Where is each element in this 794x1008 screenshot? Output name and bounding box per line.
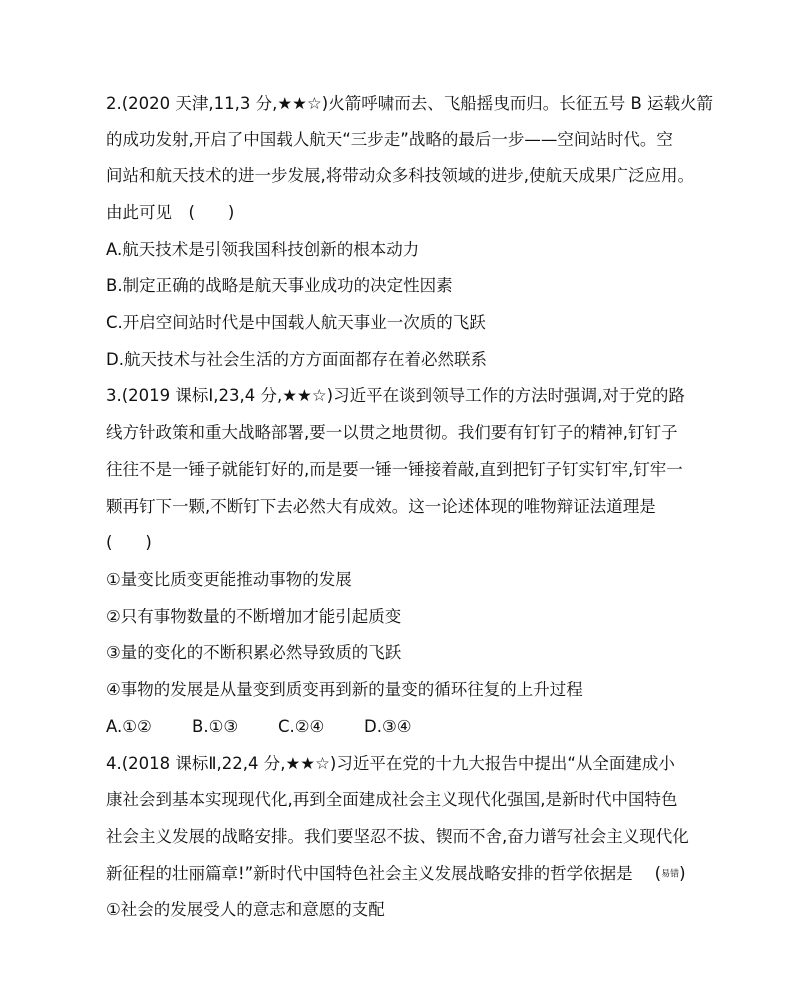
- q4-line-2: 康社会到基本实现现代化,再到全面建成社会主义现代化强国,是新时代中国特色: [106, 790, 678, 809]
- q3-choice-d: D.③④: [364, 717, 412, 736]
- q3-line-3: 往往不是一锤子就能钉好的,而是要一锤一锤接着敲,直到把钉子钉实钉牢,钉牢一: [106, 460, 683, 479]
- q2-option-a: A.航天技术是引领我国科技创新的根本动力: [106, 240, 420, 259]
- q4-paren-mark: 易错: [661, 869, 680, 880]
- q4-line-3: 社会主义发展的战略安排。我们要坚忍不拔、锲而不舍,奋力谱写社会主义现代化: [106, 827, 689, 846]
- q3-line-2: 线方针政策和重大战略部署,要一以贯之地贯彻。我们要有钉钉子的精神,钉钉子: [106, 423, 678, 442]
- q3-statement-2: ②只有事物数量的不断增加才能引起质变: [106, 607, 402, 626]
- q3-line-4: 颗再钉下一颗,不断钉下去必然大有成效。这一论述体现的唯物辩证法道理是: [106, 497, 656, 516]
- q3-statement-3: ③量的变化的不断积累必然导致质的飞跃: [106, 643, 402, 662]
- q4-line-4-text: 新征程的壮丽篇章!”新时代中国特色社会主义发展战略安排的哲学依据是: [106, 864, 633, 883]
- q2-line-2: 的成功发射,开启了中国载人航天“三步走”战略的最后一步——空间站时代。空: [106, 130, 673, 149]
- q4-line-1: 4.(2018 课标Ⅱ,22,4 分,★★☆)习近平在党的十九大报告中提出“从全面建成小: [106, 754, 675, 773]
- q3-choice-b: B.①③: [192, 717, 239, 736]
- q3-line-5: ( ): [106, 533, 152, 552]
- q4-line-4: [106, 864, 686, 885]
- q2-line-4: 由此可见 ( ): [106, 203, 235, 222]
- q3-choice-a: A.①②: [106, 717, 152, 736]
- q3-statement-1: ①量变比质变更能推动事物的发展: [106, 570, 352, 589]
- q4-paren-open: (: [654, 864, 662, 883]
- q3-line-1: 3.(2019 课标Ⅰ,23,4 分,★★☆)习近平在谈到领导工作的方法时强调,对于党的路: [106, 386, 685, 405]
- q2-option-d: D.航天技术与社会生活的方方面面都存在着必然联系: [106, 350, 487, 369]
- q3-choices: [106, 717, 412, 737]
- q4-statement-1: ①社会的发展受人的意志和意愿的支配: [106, 900, 385, 919]
- q3-choice-c: C.②④: [278, 717, 325, 736]
- q2-line-1: 2.(2020 天津,11,3 分,★★☆)火箭呼啸而去、飞船摇曳而归。长征五号 B 运载火箭: [106, 94, 714, 113]
- q2-option-c: C.开启空间站时代是中国载人航天事业一次质的飞跃: [106, 313, 486, 332]
- q4-paren-close: ): [679, 864, 686, 883]
- q2-option-b: B.制定正确的战略是航天事业成功的决定性因素: [106, 276, 453, 295]
- q3-statement-4: ④事物的发展是从量变到质变再到新的量变的循环往复的上升过程: [106, 680, 583, 699]
- q2-line-3: 间站和航天技术的进一步发展,将带动众多科技领域的进步,使航天成果广泛应用。: [106, 166, 694, 185]
